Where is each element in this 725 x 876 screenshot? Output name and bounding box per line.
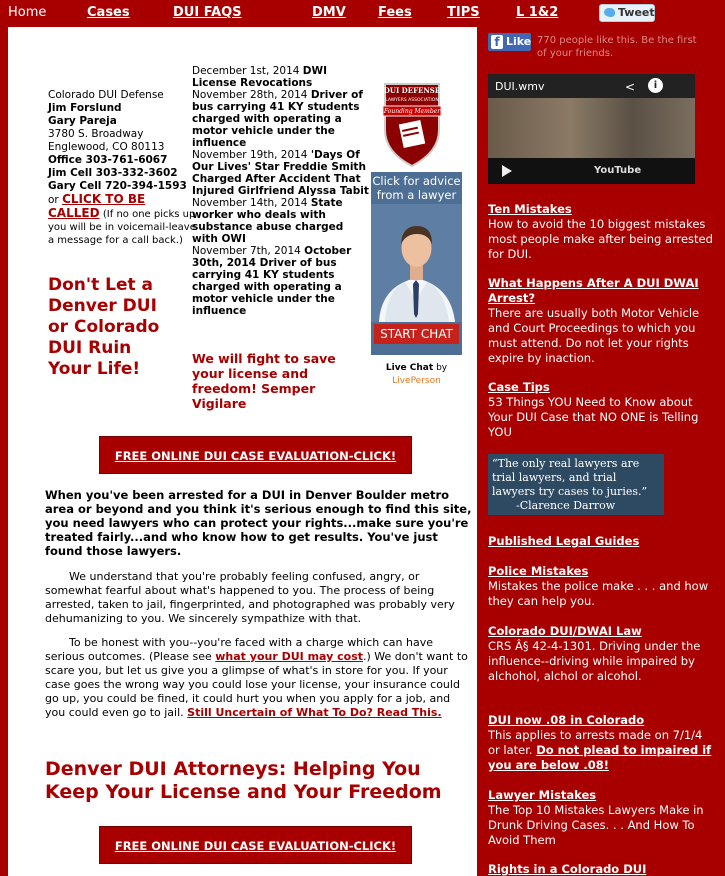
twitter-bird-icon [604,8,615,17]
sidebar [483,27,718,876]
free-evaluation-link[interactable]: FREE ONLINE DUI CASE EVALUATION-CLICK! [114,449,397,463]
news-date: November 19th, 2014 [192,149,308,161]
main-content [8,27,477,876]
nav-fees[interactable]: Fees [378,5,412,20]
badge-line1: DUI DEFENSE [383,86,441,95]
lawyer-name-1: Jim Forslund [48,102,122,114]
tweet-button[interactable] [599,4,655,22]
page-heading: Denver DUI Attorneys: Helping You Keep Your License and Your Freedom [45,758,442,803]
intro-paragraph: When you've been arrested for a DUI in Denver Boulder metro area or beyond and you think it's serious enough to find this site, you need lawyers who can protect your rights...make sure you're treated fairly...and who know how to get results. You've just found those lawyers. [45,488,472,558]
or-text: or [48,194,59,206]
liveperson-logo[interactable]: LivePerson [392,376,441,386]
outcomes-text-a: To be honest with you--you're faced with a charge which can have serious outcomes. (Please see [45,636,433,663]
gary-cell-phone: Gary Cell 720-394-1593 [48,180,187,192]
share-icon[interactable]: < [625,80,636,94]
facebook-like-button[interactable] [488,33,531,51]
video-controls [488,158,695,184]
badge-ribbon: Founding Member [383,108,441,115]
sidebar-lawyer-mistakes [488,788,713,848]
sidebar-colorado-law [488,624,713,684]
rights-link[interactable]: Rights in a Colorado DUI [488,862,647,876]
sidebar-rights [488,862,713,876]
published-guides-link[interactable]: Published Legal Guides [488,534,640,548]
play-icon[interactable] [502,165,512,177]
nav-cases[interactable]: Cases [87,5,130,20]
office-phone: Office 303-761-6067 [48,154,168,166]
contact-block [48,89,198,247]
sidebar-guides [488,534,713,549]
news-title[interactable]: October 30th, 2014 Driver of bus carrying 41 KY students charged with operating a motor vehicle under the influence [192,245,352,317]
free-evaluation-button-bottom[interactable] [99,826,412,864]
news-date: December 1st, 2014 [192,65,300,77]
police-mistakes-text: Mistakes the police make . . . and how they can help you. [488,579,709,608]
free-evaluation-link[interactable]: FREE ONLINE DUI CASE EVALUATION-CLICK! [114,839,397,853]
live-chat-credit [371,362,462,388]
firm-name: Colorado DUI Defense [48,89,164,101]
dui-defense-badge[interactable] [379,80,445,168]
jim-cell-phone: Jim Cell 303-332-3602 [48,167,178,179]
nav-dui-faqs[interactable]: DUI FAQS [173,5,242,20]
live-chat-widget[interactable] [371,172,462,355]
quote-text: “The only real lawyers are trial lawyers, and trial lawyers try cases to juries.” [492,457,648,498]
lawyer-mistakes-link[interactable]: Lawyer Mistakes [488,788,597,802]
nav-tips[interactable]: TIPS [447,5,480,20]
dui-cost-link[interactable]: what your DUI may cost [215,650,363,663]
fb-like-label: Like [506,35,532,48]
fight-tagline: We will fight to save your license and freedom! Semper Vigilare [192,351,336,411]
top-nav [0,0,725,27]
youtube-video-player[interactable] [488,74,695,184]
dui-08-link[interactable]: DUI now .08 in Colorado [488,713,645,727]
lawyer-name-2: Gary Pareja [48,115,117,127]
news-date: November 28th, 2014 [192,89,308,101]
nav-l12[interactable]: L 1&2 [516,5,559,20]
sidebar-dui-08 [488,713,713,773]
by-text: by [436,363,448,373]
news-title[interactable]: DWI License Revocations [192,65,328,89]
sidebar-police-mistakes [488,564,713,609]
case-tips-link[interactable]: Case Tips [488,380,550,394]
case-tips-text: 53 Things YOU Need to Know about Your DUI Case that NO ONE is Telling YOU [488,395,699,439]
news-item [192,89,372,149]
fb-like-count: 770 people like this. Be the first of your friends. [537,35,697,59]
outcomes-paragraph [45,636,473,720]
start-chat-button[interactable]: START CHAT [374,324,459,344]
sidebar-case-tips [488,380,713,440]
news-item [192,245,372,317]
slogan-heading: Don't Let a Denver DUI or Colorado DUI Ruin Your Life! [48,275,160,379]
sidebar-ten-mistakes [488,202,713,262]
free-evaluation-button-top[interactable] [99,436,412,474]
what-happens-text: There are usually both Motor Vehicle and Court Proceedings to which you must attend. Do not let your rights expire by inaction. [488,306,700,365]
live-chat-label: Live Chat [385,363,434,373]
click-to-be-called-link[interactable]: CLICK TO BE CALLED [48,192,146,220]
colorado-law-link[interactable]: Colorado DUI/DWAI Law [488,624,642,638]
darrow-quote [488,454,664,515]
news-title[interactable]: 'Days Of Our Lives' Star Freddie Smith Charged After Accident That Injured Girlfriend Alyssa Tabit [192,149,369,197]
what-happens-link[interactable]: What Happens After A DUI DWAI Arrest? [488,276,699,305]
facebook-icon: f [491,35,503,49]
badge-line2: LAWYERS ASSOCIATION [385,98,439,103]
youtube-logo[interactable]: YouTube [594,165,642,176]
news-item [192,197,372,245]
ten-mistakes-text: How to avoid the 10 biggest mistakes most people make after being arrested for DUI. [488,217,713,261]
colorado-law-text: CRS Â§ 42-4-1301. Driving under the influence--driving while impaired by alchohol, alchol or alcohol. [488,639,701,683]
dui-08-body: This applies to arrests made on 7/1/4 or later. [488,728,703,757]
lawyer-portrait [371,204,462,322]
outcomes-text-b: .) We don't want to scare you, but let us give you a glimpse of what's in store for you. If your case goes the wrong way you could lose your license, your insurance could go up, you could be fined, it could hurt you when you apply for a job, and you could even go to jail. [45,650,468,719]
video-thumbnail[interactable] [488,98,695,158]
dui-08-text [488,728,713,773]
news-date: November 7th, 2014 [192,245,301,257]
news-item [192,149,372,197]
lawyer-mistakes-text: The Top 10 Mistakes Lawyers Make in Drunk Driving Cases. . . And How To Avoid Them [488,803,704,847]
news-title[interactable]: Driver of bus carrying 41 KY students charged with operating a motor vehicle under the influence [192,89,363,149]
police-mistakes-link[interactable]: Police Mistakes [488,564,589,578]
address-line-2: Englewood, CO 80113 [48,141,165,153]
tweet-label: Tweet [618,6,655,19]
ten-mistakes-link[interactable]: Ten Mistakes [488,202,572,216]
address-line-1: 3780 S. Broadway [48,128,144,140]
sidebar-what-happens [488,276,713,366]
news-list [192,65,372,317]
info-icon[interactable]: i [648,78,663,93]
news-item [192,65,372,89]
call-note: (If no one picks up you will be in voicemail-leave a message for a call back.) [48,209,196,246]
sympathy-paragraph: We understand that you're probably feeling confused, angry, or somewhat fearful about what's happened to you. The process of being arrested, taken to jail, fingerprinted, and photographed was probably very dehumanizing to you. We sincerely sympathize with that. [45,570,455,625]
news-date: November 14th, 2014 [192,197,308,209]
do-not-plead-link[interactable]: Do not plead to impaired if you are below .08! [488,743,712,772]
nav-dmv[interactable]: DMV [312,5,346,20]
quote-author: -Clarence Darrow [516,499,616,512]
nav-home[interactable]: Home [8,5,47,20]
chat-advice-text: Click for advice from a lawyer [372,174,461,202]
still-uncertain-link[interactable]: Still Uncertain of What To Do? Read This. [187,706,442,719]
video-title: DUI.wmv [495,80,545,93]
news-title[interactable]: State worker who deals with substance abuse charged with OWI [192,197,344,245]
